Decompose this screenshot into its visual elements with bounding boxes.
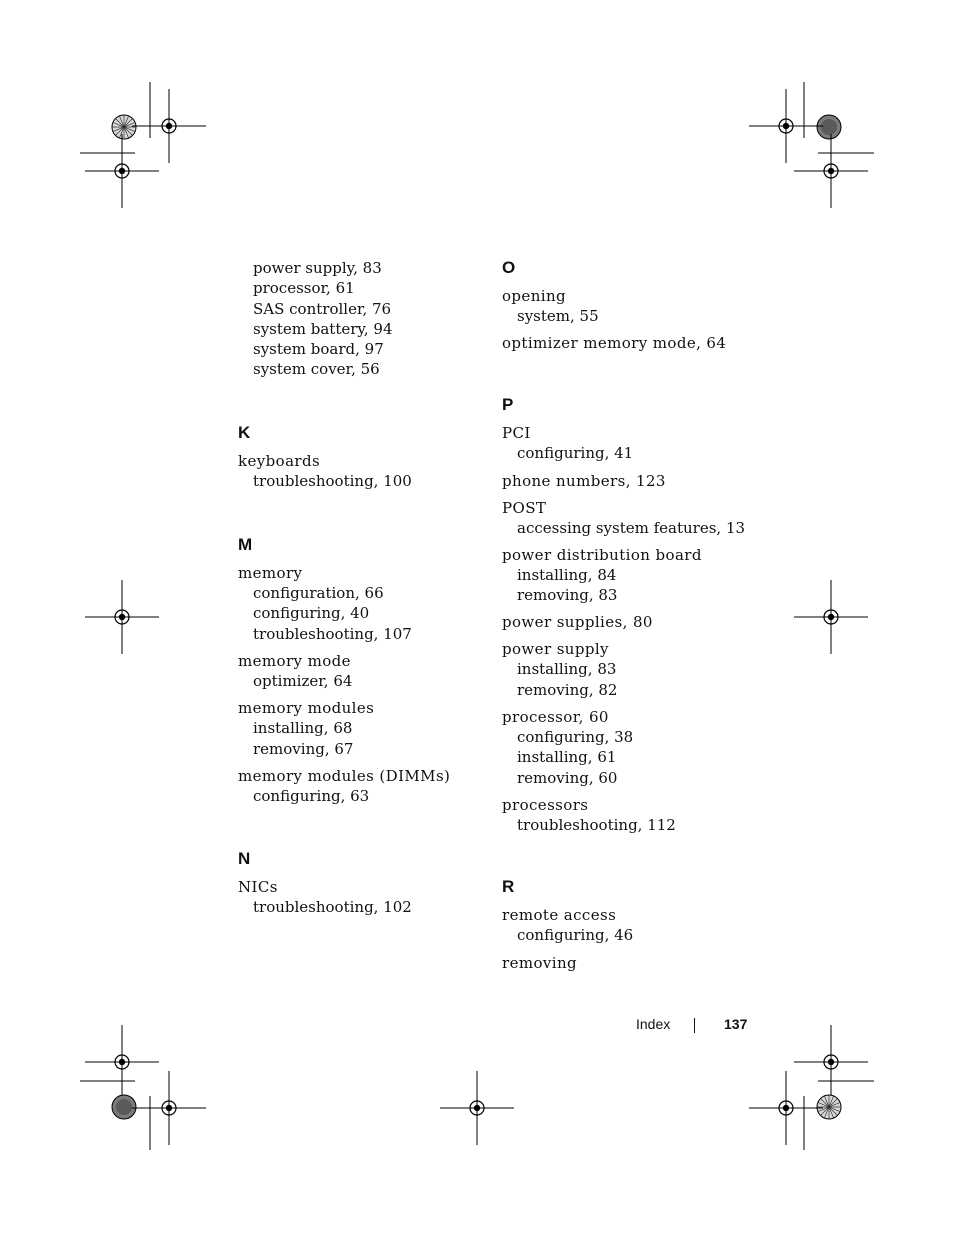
index-entry [238, 698, 468, 759]
index-term: opening [502, 287, 567, 305]
index-subentry: optimizer, 64 [253, 671, 353, 690]
registration-dial-icon [112, 115, 136, 139]
index-term: power supply [502, 640, 609, 659]
index-subentry: installing, 84 [517, 565, 617, 584]
index-entry [502, 707, 762, 788]
registration-dial-icon [817, 1095, 841, 1119]
index-subentry: troubleshooting, 100 [253, 471, 412, 490]
index-subentry: system battery, 94 [253, 319, 393, 338]
section-letter-k: K [238, 422, 251, 442]
index-term: memory mode [238, 651, 351, 670]
index-term: processor, 60 [502, 708, 609, 727]
index-subentry: installing, 83 [517, 660, 617, 679]
index-subentry: configuring, 46 [517, 926, 634, 945]
index-subentry: configuring, 41 [517, 444, 634, 463]
index-term: NICs [238, 878, 278, 897]
index-term: POST [502, 498, 547, 517]
crosshair-icon [749, 89, 823, 163]
index-term: phone numbers, 123 [502, 471, 666, 490]
crosshair-icon [85, 134, 159, 208]
index-entry [502, 286, 762, 326]
index-term: power supplies, 80 [502, 613, 653, 632]
crosshair-icon [85, 580, 159, 654]
continuation-entry [238, 258, 468, 380]
index-subentry: installing, 61 [517, 748, 617, 767]
crosshair-icon [794, 1025, 868, 1099]
index-subentry: SAS controller, 76 [253, 299, 392, 318]
index-entry [502, 423, 762, 463]
index-term: optimizer memory mode, 64 [502, 334, 727, 353]
index-subentry: removing, 82 [517, 680, 618, 699]
index-entry [238, 563, 468, 644]
index-term: PCI [502, 424, 531, 443]
crosshair-icon [794, 134, 868, 208]
index-entry [502, 905, 762, 945]
index-subentry: removing, 83 [517, 586, 618, 605]
index-subentry: system board, 97 [253, 340, 384, 359]
page-number: 137 [724, 1016, 748, 1032]
index-entry [502, 333, 762, 353]
crosshair-icon [85, 1025, 159, 1099]
crosshair-icon [749, 1071, 823, 1145]
index-term: memory [238, 564, 303, 583]
index-subentry: removing, 60 [517, 768, 618, 787]
index-entry [502, 953, 762, 973]
index-subentry: troubleshooting, 112 [517, 815, 676, 834]
index-subentry: troubleshooting, 102 [253, 898, 412, 917]
index-term: remote access [502, 906, 617, 925]
index-subentry: processor, 61 [253, 279, 355, 298]
section-letter-o: O [502, 258, 516, 277]
index-subentry: system cover, 56 [253, 360, 380, 379]
section-letter-p: P [502, 395, 514, 415]
index-subentry: installing, 68 [253, 719, 353, 738]
index-term: removing [502, 953, 578, 972]
index-subentry: removing, 67 [253, 739, 354, 758]
index-term: keyboards [238, 451, 321, 470]
index-entry [238, 877, 468, 917]
section-letter-r: R [502, 877, 515, 897]
crosshair-icon [794, 580, 868, 654]
index-entry [502, 795, 762, 835]
index-column-right [502, 258, 762, 980]
index-subentry: configuring, 38 [517, 728, 634, 747]
index-entry [502, 545, 762, 606]
index-term: memory modules (DIMMs) [238, 766, 451, 785]
crosshair-icon [132, 89, 206, 163]
index-subentry: configuring, 63 [253, 786, 370, 805]
index-subentry: configuring, 40 [253, 604, 370, 623]
index-entry [502, 612, 762, 632]
registration-dial-icon [112, 1095, 136, 1119]
crosshair-icon [440, 1071, 514, 1145]
index-entry [502, 639, 762, 700]
footer-section-label: Index [636, 1016, 671, 1032]
index-entry [238, 651, 468, 691]
index-entry [502, 471, 762, 491]
footer-divider [694, 1018, 695, 1033]
index-entry [238, 766, 468, 806]
index-subentry: system, 55 [517, 307, 599, 325]
section-letter-n: N [238, 849, 251, 869]
index-term: power distribution board [502, 545, 702, 564]
index-subentry: accessing system features, 13 [517, 518, 746, 537]
index-term: memory modules [238, 699, 375, 718]
index-subentry: configuration, 66 [253, 584, 384, 603]
index-subentry: power supply, 83 [253, 259, 382, 277]
index-entry [502, 498, 762, 538]
index-column-left [238, 258, 468, 924]
section-letter-m: M [238, 535, 253, 555]
index-term: processors [502, 795, 589, 814]
registration-dial-icon [817, 115, 841, 139]
index-subentry: troubleshooting, 107 [253, 624, 412, 643]
index-entry [238, 451, 468, 491]
crosshair-icon [132, 1071, 206, 1145]
